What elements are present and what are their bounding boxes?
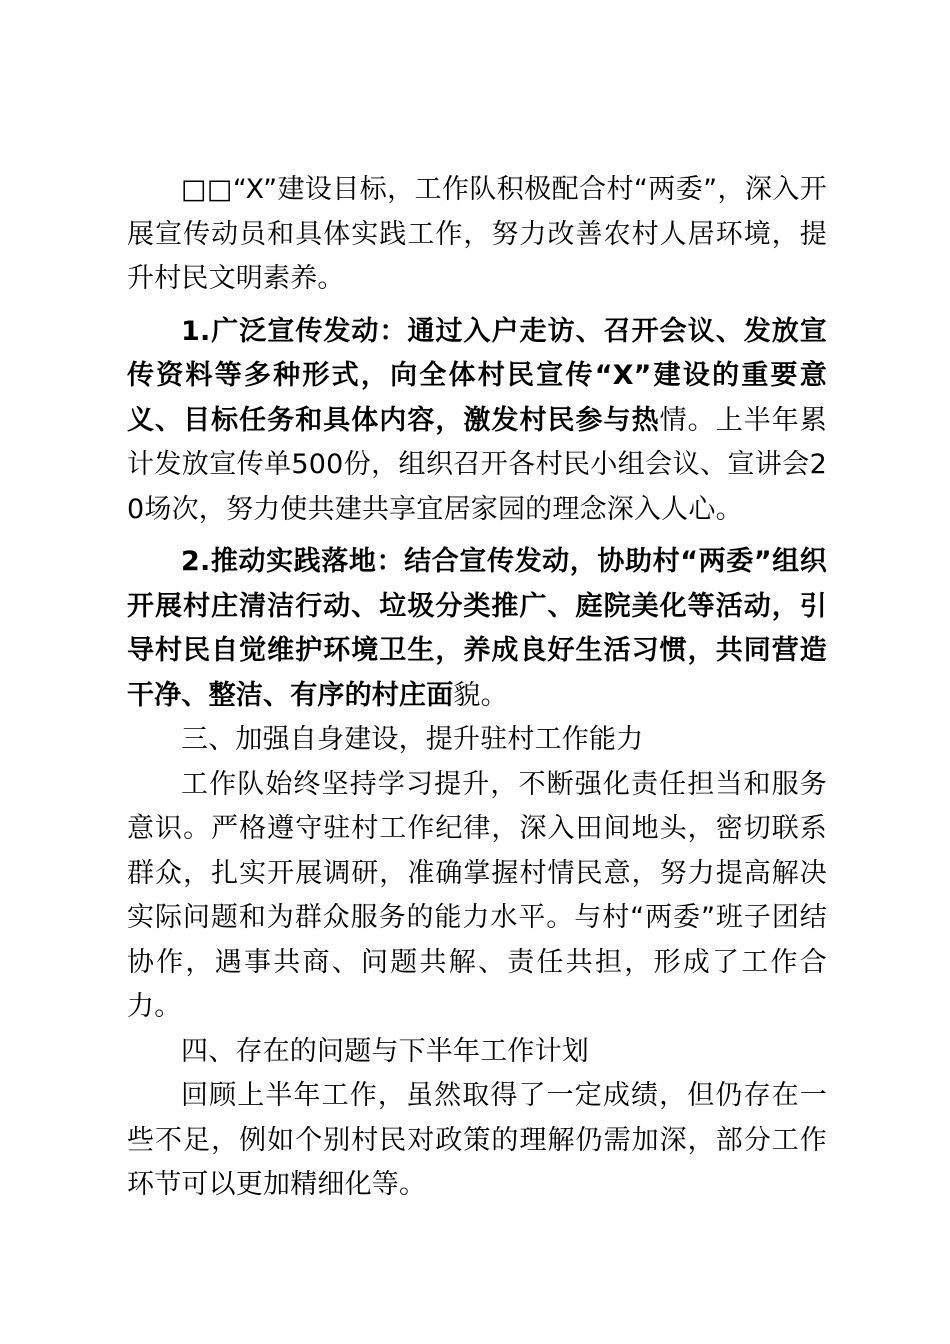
publicity-heading-text: 1.广泛宣传发动：通过入户走访、召开会议、发放宣传资料等多种形式，向全体村民宣传“X”建设的重要意义、目标任务和具体内容，激发村民参与热 xyxy=(127,315,827,436)
paragraph-self-building: 工作队始终坚持学习提升，不断强化责任担当和服务意识。严格遵守驻村工作纪律，深入田间地头，密切联系群众，扎实开展调研，准确掌握村情民意，努力提高解决实际问题和为群众服务的能力水平。与村“两委”班子团结协作，遇事共商、问题共解、责任共担，形成了工作合力。 xyxy=(127,768,827,1022)
paragraph-practice xyxy=(127,540,827,718)
paragraph-publicity xyxy=(127,310,827,533)
practice-heading-text: 2.推动实践落地：结合宣传发动，协助村“两委”组织开展村庄清洁行动、垃圾分类推广、庭院美化等活动，引导村民自觉维护环境卫生，养成良好生活习惯，共同营造干净、整洁、有序的村庄面 xyxy=(127,546,827,711)
section-heading-4: 四、存在的问题与下半年工作计划 xyxy=(181,1035,589,1067)
section-heading-3: 三、加强自身建设，提升驻村工作能力 xyxy=(181,724,644,755)
paragraph-problems: 回顾上半年工作，虽然取得了一定成绩，但仍存在一些不足，例如个别村民对政策的理解仍需加深，部分工作环节可以更加精细化等。 xyxy=(127,1080,827,1200)
paragraph-intro: □□“X”建设目标，工作队积极配合村“两委”，深入开展宣传动员和具体实践工作，努力改善农村人居环境，提升村民文明素养。 xyxy=(127,174,827,294)
publicity-body-text: 情。上半年累计发放宣传单500份，组织召开各村民小组会议、宣讲会20场次，努力使共建共享宜居家园的理念深入人心。 xyxy=(127,404,827,525)
practice-body-text: 貌。 xyxy=(453,679,508,711)
document-page xyxy=(127,168,827,1208)
